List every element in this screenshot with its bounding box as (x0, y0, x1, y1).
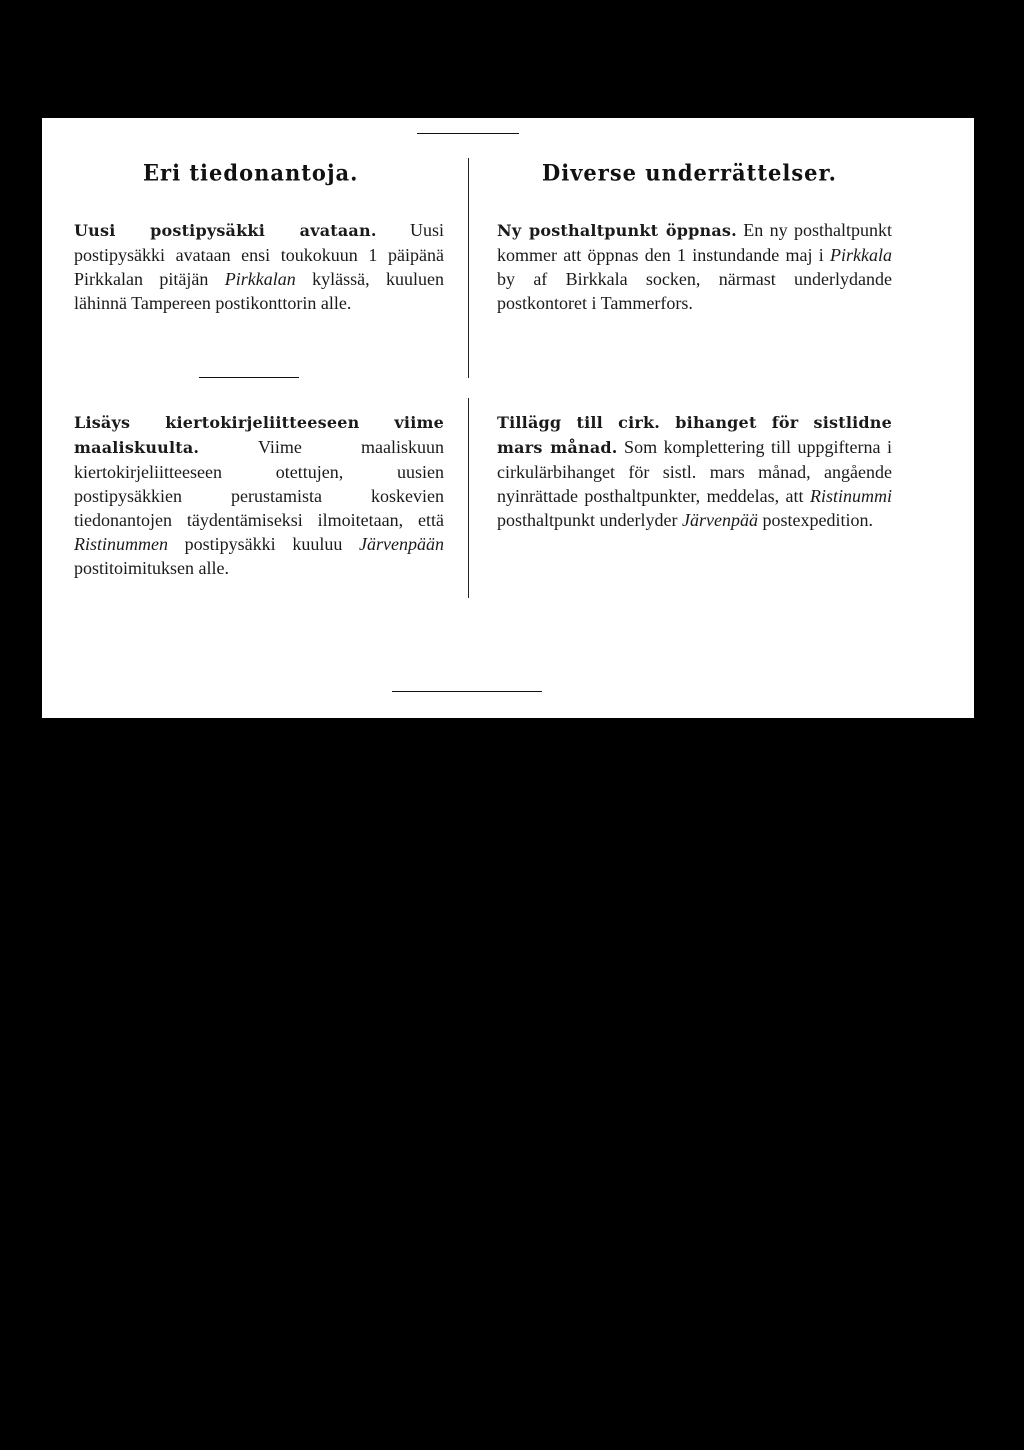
notice-title: Ny posthaltpunkt öppnas. (497, 221, 737, 240)
notice-text: by af Birkkala socken, närmast underlydande postkontoret i Tammerfors. (497, 269, 892, 313)
place-name: Ristinummi (809, 486, 892, 506)
place-name: Pirkkalan (224, 269, 296, 289)
notice-title: Uusi postipysäkki avataan. (74, 221, 377, 240)
notice-text: Uusi postipysäkki avataan ensi toukokuun 1 päipänä Pirkkalan pitäjän (74, 220, 444, 289)
place-name: Järvenpää (681, 510, 758, 530)
finnish-heading: Eri tiedonantoja. (143, 159, 359, 186)
swedish-heading: Diverse underrättelser. (542, 159, 837, 186)
notice-text: Viime maaliskuun kiertokirjeliitteeseen otettujen, uusien postipysäkkien perustamista koskevien tiedonantojen täydentämiseksi ilmoitetaan, että (74, 437, 444, 530)
place-name: Järvenpään (359, 534, 444, 554)
top-rule (417, 133, 519, 134)
swedish-notice-new-posthaltpunkt (497, 218, 892, 315)
notice-text: posthaltpunkt underlyder (497, 510, 682, 530)
swedish-notice-addendum (497, 410, 892, 532)
section-separator-rule (199, 377, 299, 378)
notice-text: postitoimituksen alle. (74, 558, 229, 578)
document-page (42, 118, 974, 718)
column-divider-lower (468, 398, 469, 598)
notice-title: Lisäys kiertokirjeliitteeseen viime maaliskuulta. (74, 413, 444, 457)
finnish-notice-addendum (74, 410, 444, 580)
notice-title: Tillägg till cirk. bihanget för sistlidne mars månad. (497, 413, 892, 457)
place-name: Pirkkala (830, 245, 892, 265)
notice-text: En ny posthaltpunkt kommer att öppnas den 1 instundande maj i (497, 220, 892, 265)
notice-text: kylässä, kuuluen lähinnä Tampereen postikonttorin alle. (74, 269, 444, 313)
notice-text: postexpedition. (757, 510, 873, 530)
column-divider-upper (468, 158, 469, 378)
finnish-notice-new-postal-stop (74, 218, 444, 315)
place-name: Ristinummen (74, 534, 168, 554)
bottom-rule (392, 691, 542, 692)
notice-text: Som komplettering till uppgifterna i cirkulärbihanget för sistl. mars månad, angående nyinrättade posthaltpunkter, meddelas, att (497, 437, 892, 506)
notice-text: postipysäkki kuuluu (168, 534, 360, 554)
